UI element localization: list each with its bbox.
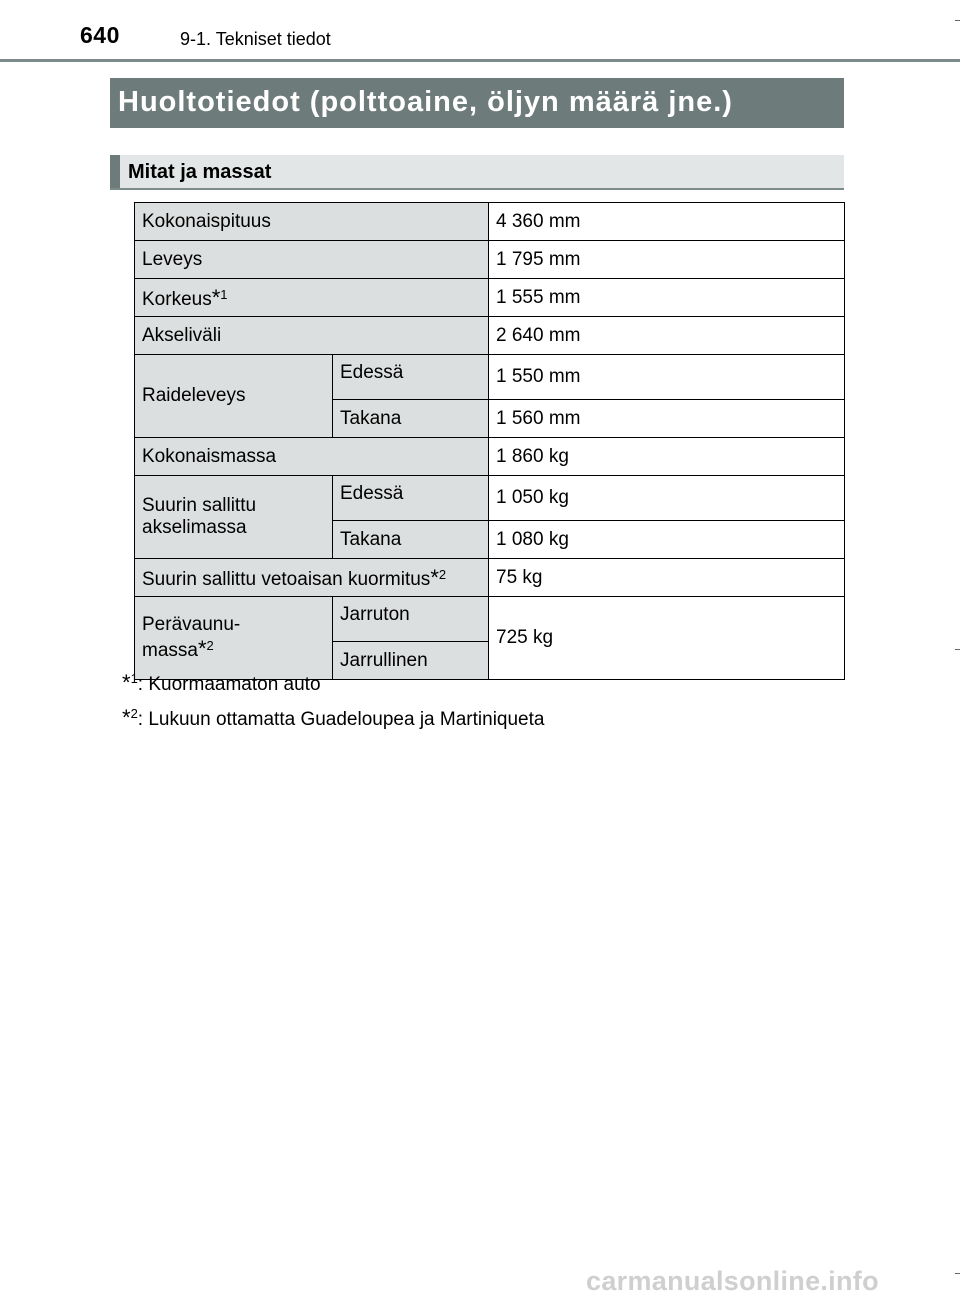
row-label: Akseliväli <box>135 317 489 355</box>
header-divider <box>0 59 960 62</box>
table-row <box>135 279 845 317</box>
table-row <box>135 203 845 241</box>
table-row <box>135 317 845 355</box>
row-label: Korkeus <box>142 288 212 310</box>
row-value: 1 555 mm <box>489 279 845 317</box>
page-title: Huoltotiedot (polttoaine, öljyn määrä jne.) <box>118 86 733 118</box>
footnote <box>122 670 321 696</box>
footnote <box>122 705 544 731</box>
footnote-number: 2 <box>130 706 138 721</box>
row-label: Raideleveys <box>135 355 333 438</box>
row-value: 1 795 mm <box>489 241 845 279</box>
footnote-text: : Kuormaamaton auto <box>137 674 321 695</box>
row-value: 1 080 kg <box>489 521 845 559</box>
row-value: 1 860 kg <box>489 438 845 476</box>
sub-label: Takana <box>333 521 489 559</box>
section-label: 9-1. Tekniset tiedot <box>180 29 331 49</box>
watermark: carmanualsonline.info <box>586 1266 879 1296</box>
footnote-number: 2 <box>438 566 447 582</box>
crop-mark <box>955 1273 960 1274</box>
table-row <box>135 597 845 642</box>
footnote-number: 2 <box>206 638 214 653</box>
sub-label: Edessä <box>333 476 489 521</box>
row-value: 2 640 mm <box>489 317 845 355</box>
sub-label: Edessä <box>333 355 489 400</box>
table-row <box>135 559 845 597</box>
section-heading-text: Mitat ja massat <box>128 161 272 183</box>
row-label: massa <box>142 640 198 661</box>
crop-mark <box>955 649 960 650</box>
footnote-marker: * <box>211 284 221 310</box>
row-value: 725 kg <box>489 597 845 680</box>
row-value: 75 kg <box>489 559 845 597</box>
section-heading <box>110 155 844 190</box>
footnote-number: 1 <box>130 671 138 686</box>
row-label-cell <box>135 279 489 317</box>
row-label: Suurin sallittu akselimassa <box>135 476 333 559</box>
footnote-text: : Lukuun ottamatta Guadeloupea ja Martiniqueta <box>137 709 545 730</box>
sub-label: Takana <box>333 400 489 438</box>
row-label: Suurin sallittu vetoaisan kuormitus <box>142 568 431 590</box>
crop-mark <box>955 20 960 21</box>
footnote-marker: * <box>122 705 131 730</box>
table-row <box>135 438 845 476</box>
table-row <box>135 241 845 279</box>
table-row <box>135 476 845 521</box>
specs-table <box>134 202 845 680</box>
row-value: 1 050 kg <box>489 476 845 521</box>
sub-label: Jarruton <box>333 597 489 642</box>
row-label-cell <box>135 559 489 597</box>
footnote-number: 1 <box>220 286 228 302</box>
table-row <box>135 355 845 400</box>
page-header <box>0 0 960 62</box>
row-label: Kokonaismassa <box>135 438 489 476</box>
heading-accent <box>110 155 120 188</box>
footnote-marker: * <box>197 636 207 661</box>
footnote-marker: * <box>430 564 439 590</box>
row-label-cell <box>135 597 333 680</box>
sub-label: Jarrullinen <box>333 642 489 680</box>
page-title-bar <box>110 78 844 128</box>
row-value: 1 560 mm <box>489 400 845 438</box>
page-number: 640 <box>80 22 120 48</box>
footnote-marker: * <box>122 670 131 695</box>
row-label: Perävaunu- <box>142 614 241 635</box>
row-label: Leveys <box>135 241 489 279</box>
row-value: 1 550 mm <box>489 355 845 400</box>
row-label: Kokonaispituus <box>135 203 489 241</box>
row-value: 4 360 mm <box>489 203 845 241</box>
